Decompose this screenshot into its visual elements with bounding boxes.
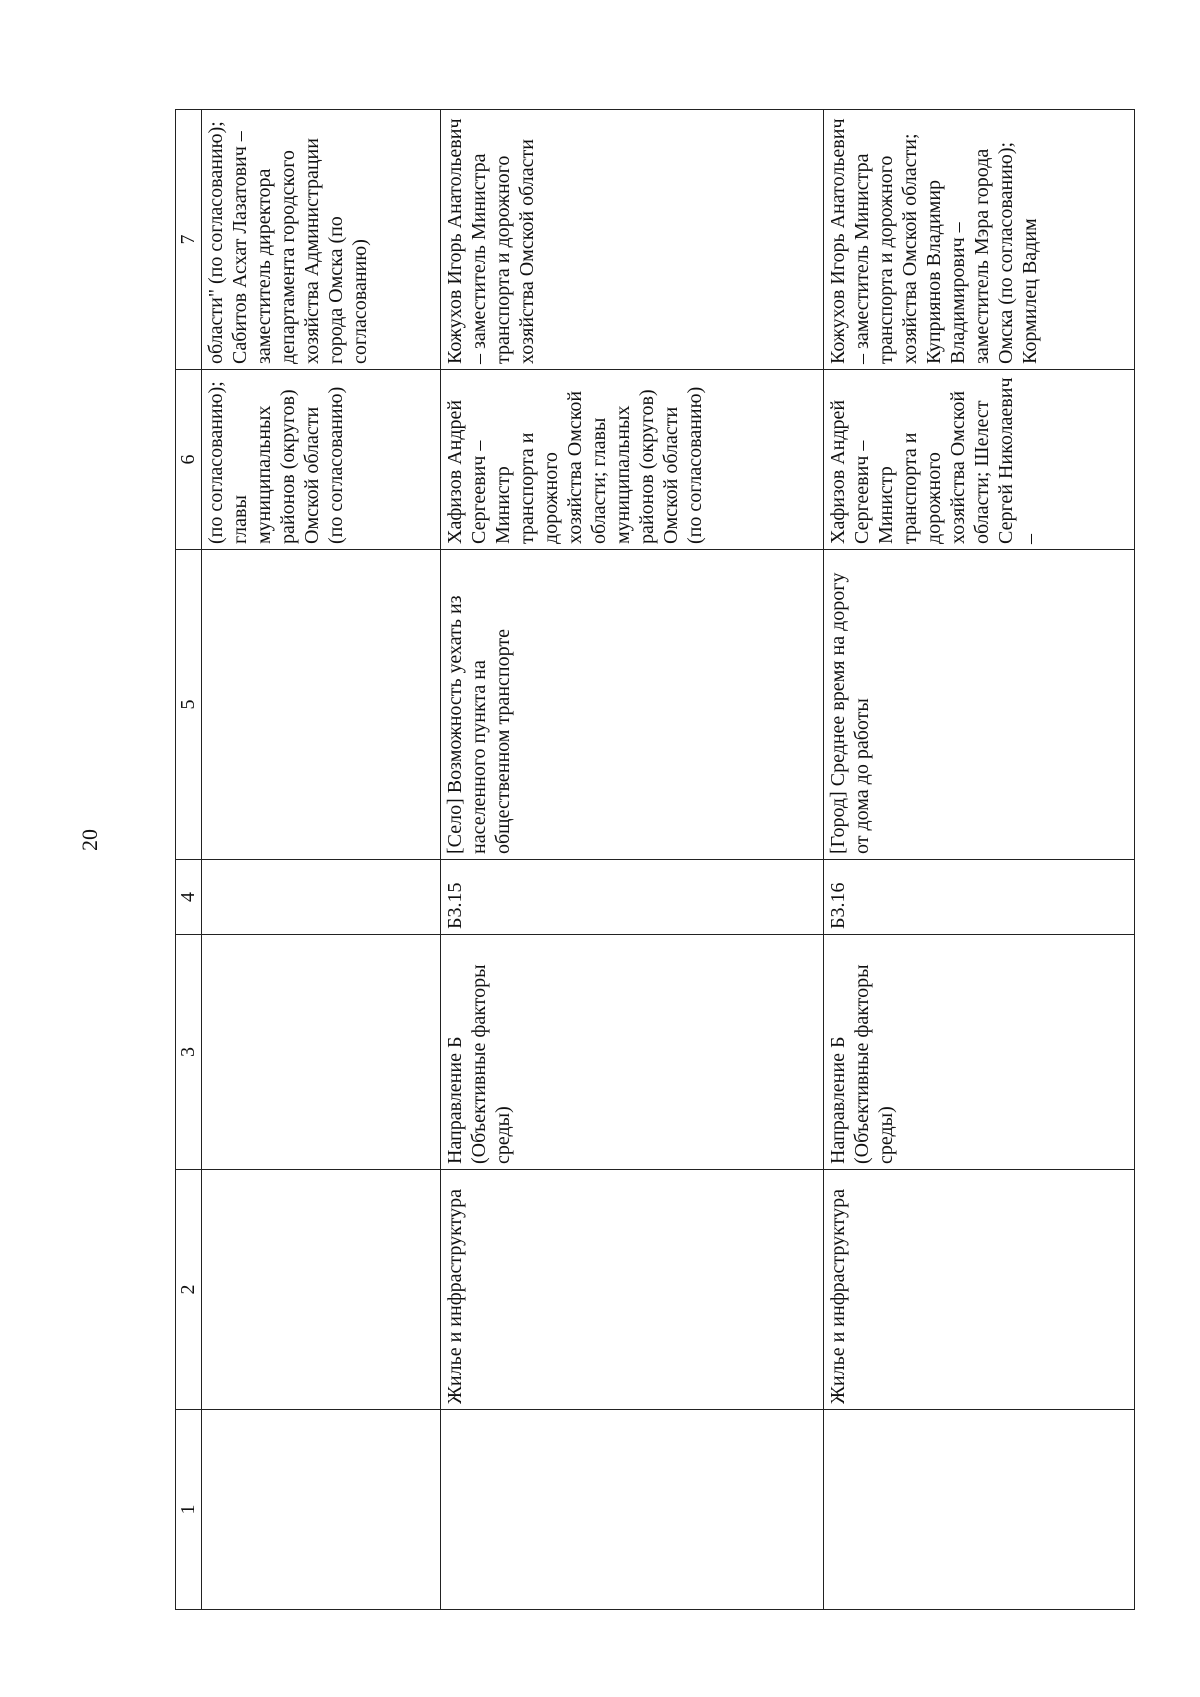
cell-responsible: (по согласованию); главы муниципальных районов (округов) Омской области (по согласованию) xyxy=(201,370,441,550)
column-number-2: 2 xyxy=(176,1170,202,1410)
cell-indicator xyxy=(201,550,441,860)
cell-code: Б3.15 xyxy=(441,860,824,935)
page-number: 20 xyxy=(77,829,102,851)
cell-direction: Направление Б (Объективные факторы среды) xyxy=(823,935,1134,1170)
cell-number xyxy=(823,1410,1134,1610)
table-header-row xyxy=(176,110,202,1610)
column-number-7: 7 xyxy=(176,110,202,370)
table-row xyxy=(823,110,1134,1610)
table-row xyxy=(441,110,824,1610)
cell-number xyxy=(201,1410,441,1610)
cell-executors: Кожухов Игорь Анатольевич – заместитель Министра транспорта и дорожного хозяйства Омской области xyxy=(441,110,824,370)
column-number-4: 4 xyxy=(176,860,202,935)
rotated-table-container xyxy=(175,110,1135,1610)
cell-area: Жилье и инфраструктура xyxy=(441,1170,824,1410)
cell-responsible: Хафизов Андрей Сергеевич – Министр транспорта и дорожного хозяйства Омской области; главы муниципальных районов (округов) Омской области (по согласованию) xyxy=(441,370,824,550)
cell-responsible: Хафизов Андрей Сергеевич – Министр транспорта и дорожного хозяйства Омской области; Шелест Сергей Николаевич – xyxy=(823,370,1134,550)
cell-executors: Кожухов Игорь Анатольевич – заместитель Министра транспорта и дорожного хозяйства Омской области; Куприянов Владимир Владимирович – заместитель Мэра города Омска (по согласованию); Кормилец Вадим xyxy=(823,110,1134,370)
cell-indicator: [Город] Среднее время на дорогу от дома до работы xyxy=(823,550,1134,860)
cell-code xyxy=(201,860,441,935)
cell-area: Жилье и инфраструктура xyxy=(823,1170,1134,1410)
column-number-5: 5 xyxy=(176,550,202,860)
main-table xyxy=(175,109,1135,1610)
table-row xyxy=(201,110,441,1610)
cell-number xyxy=(441,1410,824,1610)
cell-indicator: [Село] Возможность уехать из населенного пункта на общественном транспорте xyxy=(441,550,824,860)
column-number-1: 1 xyxy=(176,1410,202,1610)
cell-area xyxy=(201,1170,441,1410)
cell-code: Б3.16 xyxy=(823,860,1134,935)
cell-direction xyxy=(201,935,441,1170)
column-number-6: 6 xyxy=(176,370,202,550)
cell-direction: Направление Б (Объективные факторы среды) xyxy=(441,935,824,1170)
cell-executors: области" (по согласованию); Сабитов Асхат Лазатович – заместитель директора департамента городского хозяйства Администрации города Омска (по согласованию) xyxy=(201,110,441,370)
column-number-3: 3 xyxy=(176,935,202,1170)
